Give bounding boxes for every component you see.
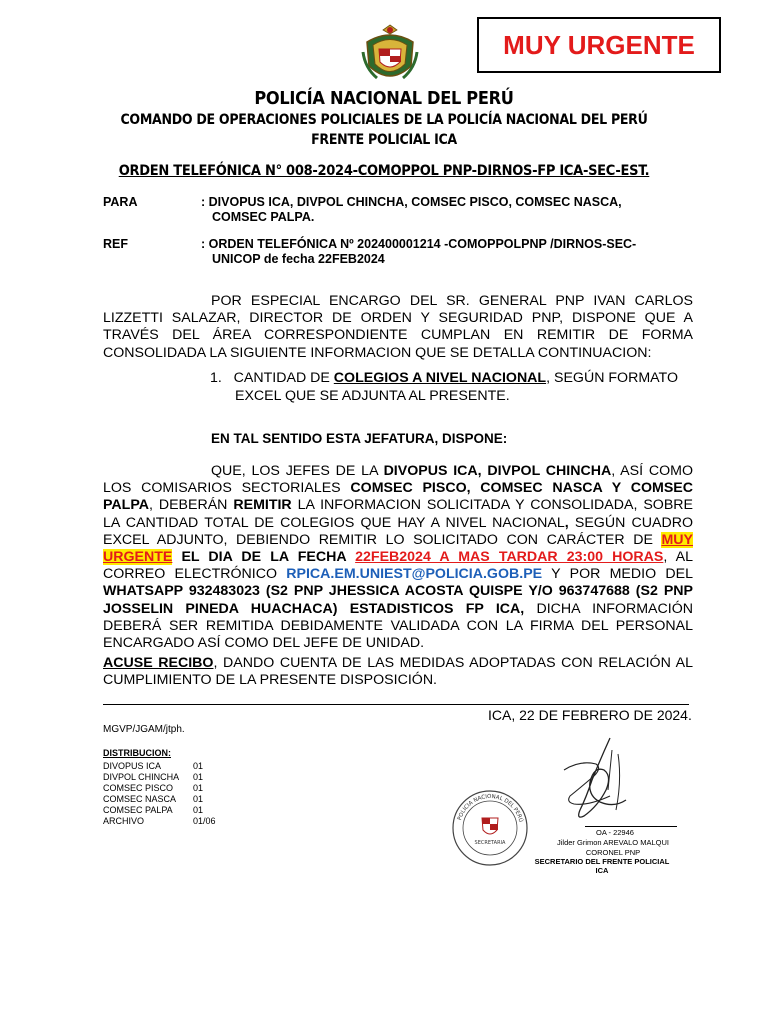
urgent-label: MUY URGENTE: [503, 29, 695, 60]
table-row: [103, 816, 216, 826]
main-t4: LA INFORMACION SOLICITADA Y CONSOLIDADA, SOBRE LA CANTIDAD TOTAL DE COLEGIOS QUE HAY A NIVEL NACIONAL: [103, 497, 693, 531]
main-b2: COMSEC PISCO, COMSEC NASCA Y COMSEC PALPA: [103, 480, 694, 514]
acuse-paragraph: [103, 655, 693, 689]
command-title: COMANDO DE OPERACIONES POLICIALES DE LA POLICÍA NACIONAL DEL PERÚ: [120, 112, 648, 128]
main-t1: QUE, LOS JEFES DE LA: [211, 463, 384, 479]
table-row: [103, 805, 204, 815]
dispone-heading: EN TAL SENTIDO ESTA JEFATURA, DISPONE:: [211, 431, 508, 446]
item-emphasis: COLEGIOS A NIVEL NACIONAL: [333, 370, 547, 386]
main-b5: EL DIA DE LA FECHA: [172, 549, 356, 566]
intro-text: POR ESPECIAL ENCARGO DEL SR. GENERAL PNP IVAN CARLOS LIZZETTI SALAZAR, DIRECTOR DE ORDEN Y SEGURIDAD PNP, DISPONE QUE A TRAVÉS DEL ÁREA CORRESPONDIENTE CUMPLAN EN REMITIR DE FORMA CONSOLIDADA LA SIGUIENTE INFORMACION QUE SE DETALLA CONTINUACION:: [103, 293, 693, 361]
urgent-highlight: MUY URGENTE: [103, 531, 693, 566]
item-suffix: , SEGÚN FORMATO: [546, 370, 679, 386]
dist-unit: COMSEC PISCO: [103, 783, 174, 793]
ref-line-2: UNICOP de fecha 22FEB2024: [212, 252, 385, 266]
main-paragraph: [103, 463, 693, 652]
distribution-title: DISTRIBUCION:: [103, 748, 171, 758]
main-t7: Y POR MEDIO DEL: [542, 566, 693, 583]
main-t3: , DEBERÁN: [148, 497, 234, 514]
main-b4: ,: [564, 514, 569, 531]
ref-label: REF: [103, 237, 128, 251]
urgent-badge: [477, 17, 721, 73]
list-item: [210, 370, 693, 405]
divider: [103, 704, 689, 705]
issue-date: ICA, 22 DE FEBRERO DE 2024.: [488, 707, 692, 723]
email-link[interactable]: RPICA.EM.UNIEST@POLICIA.GOB.PE: [286, 566, 543, 583]
dist-unit: COMSEC NASCA: [103, 794, 177, 804]
acuse-label: ACUSE RECIBO: [103, 655, 214, 671]
order-title: ORDEN TELEFÓNICA N° 008-2024-COMOPPOL PNP-DIRNOS-FP ICA-SEC-EST.: [118, 163, 650, 179]
signatory-rank: CORONEL PNP: [585, 848, 641, 857]
main-t8: DICHA INFORMACIÓN DEBERÁ SER REMITIDA DEBIDAMENTE VALIDADA CON LA FIRMA DEL PERSONAL ENCARGADO ASÍ COMO DEL JEFE DE UNIDAD.: [103, 600, 693, 652]
main-t2: , ASÍ COMO LOS COMISARIOS SECTORIALES: [103, 463, 693, 497]
table-row: [103, 772, 204, 782]
ref-value: [201, 237, 661, 267]
intro-paragraph: [103, 293, 693, 362]
official-stamp-icon: [450, 788, 530, 868]
item-number: 1.: [210, 370, 222, 386]
acuse-text: , DANDO CUENTA DE LAS MEDIDAS ADOPTADAS CON RELACIÓN AL CUMPLIMIENTO DE LA PRESENTE DISPOSICIÓN.: [103, 655, 693, 689]
dist-qty: 01: [193, 783, 204, 793]
dist-qty: 01/06: [193, 816, 216, 826]
table-row: [103, 794, 204, 804]
signatory-number: OA - 22946: [596, 828, 634, 837]
front-title: FRENTE POLICIAL ICA: [311, 132, 457, 148]
signature-line: [585, 826, 677, 827]
para-value: [201, 195, 661, 225]
dist-unit: COMSEC PALPA: [103, 805, 173, 815]
dist-unit: ARCHIVO: [103, 816, 145, 826]
deadline-text: 22FEB2024 A MAS TARDAR 23:00 HORAS: [355, 549, 664, 566]
dist-qty: 01: [193, 805, 204, 815]
table-row: [103, 783, 204, 793]
reference-initials: MGVP/JGAM/jtph.: [103, 724, 185, 735]
dist-unit: DIVOPUS ICA: [103, 761, 162, 771]
police-crest-icon: [357, 22, 423, 88]
signatory-name: Jilder Grimon AREVALO MALQUI: [557, 838, 669, 847]
dist-unit: DIVPOL CHINCHA: [103, 772, 180, 782]
main-b3: REMITIR: [233, 497, 292, 514]
dist-qty: 01: [193, 772, 204, 782]
stamp-outer-text: POLICIA NACIONAL DEL PERÚ: [457, 793, 524, 823]
dist-qty: 01: [193, 794, 204, 804]
dist-qty: 01: [193, 761, 204, 771]
main-b1: DIVOPUS ICA, DIVPOL CHINCHA: [383, 463, 612, 479]
main-t6: , AL CORREO ELECTRÓNICO: [103, 549, 693, 583]
signatory-title: SECRETARIO DEL FRENTE POLICIAL ICA: [534, 857, 670, 875]
item-prefix: CANTIDAD DE: [233, 370, 330, 386]
para-label: PARA: [103, 195, 138, 209]
para-line-1: : DIVOPUS ICA, DIVPOL CHINCHA, COMSEC PISCO, COMSEC NASCA,: [201, 195, 622, 209]
signature-icon: [540, 730, 650, 830]
item-line-2: EXCEL QUE SE ADJUNTA AL PRESENTE.: [235, 387, 510, 404]
para-line-2: COMSEC PALPA.: [212, 210, 315, 224]
ref-line-1: : ORDEN TELEFÓNICA Nº 202400001214 -COMOPPOLPNP /DIRNOS-SEC-: [201, 237, 637, 251]
main-t5: SEGÚN CUADRO EXCEL ADJUNTO, DEBIENDO REMITIR LO SOLICITADO CON CARÁCTER DE: [103, 514, 693, 548]
institution-title: POLICÍA NACIONAL DEL PERÚ: [254, 88, 514, 109]
stamp-inner-text: SECRETARIA: [474, 840, 506, 846]
whatsapp-contacts: WHATSAPP 932483023 (S2 PNP JHESSICA ACOSTA QUISPE Y/O 963747688 (S2 PNP JOSSELIN PINEDA HUACHACA) ESTADISTICOS FP ICA,: [103, 583, 693, 617]
table-row: [103, 761, 204, 771]
